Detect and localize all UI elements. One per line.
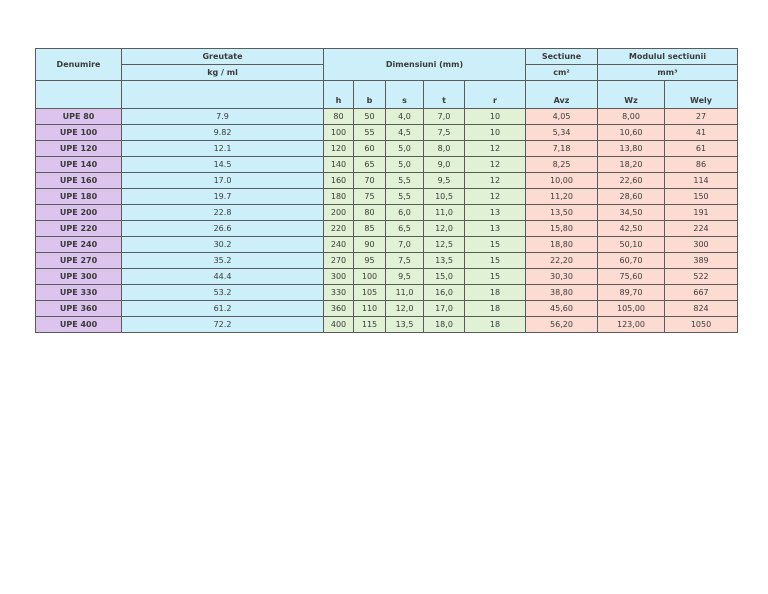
cell-weight: 35.2 <box>122 253 324 269</box>
cell-wely: 61 <box>665 141 738 157</box>
cell-s: 5,5 <box>386 189 424 205</box>
cell-wz: 22,60 <box>598 173 665 189</box>
cell-h: 80 <box>324 109 354 125</box>
cell-weight: 9.82 <box>122 125 324 141</box>
col-header-modulul-unit: mm³ <box>598 65 738 81</box>
cell-h: 160 <box>324 173 354 189</box>
cell-t: 15,0 <box>424 269 465 285</box>
cell-avz: 30,30 <box>526 269 598 285</box>
cell-t: 7,5 <box>424 125 465 141</box>
cell-name: UPE 300 <box>36 269 122 285</box>
cell-weight: 14.5 <box>122 157 324 173</box>
col-header-greutate: Greutate <box>122 49 324 65</box>
cell-r: 12 <box>465 141 526 157</box>
cell-r: 15 <box>465 269 526 285</box>
cell-wz: 75,60 <box>598 269 665 285</box>
cell-name: UPE 330 <box>36 285 122 301</box>
cell-weight: 53.2 <box>122 285 324 301</box>
col-header-avz: Avz <box>526 81 598 109</box>
cell-t: 10,5 <box>424 189 465 205</box>
upe-profile-table-container <box>35 48 738 333</box>
cell-b: 115 <box>354 317 386 333</box>
cell-avz: 5,34 <box>526 125 598 141</box>
table-row <box>36 157 738 173</box>
cell-r: 12 <box>465 173 526 189</box>
cell-r: 18 <box>465 317 526 333</box>
cell-name: UPE 400 <box>36 317 122 333</box>
cell-name: UPE 160 <box>36 173 122 189</box>
cell-name: UPE 200 <box>36 205 122 221</box>
cell-b: 105 <box>354 285 386 301</box>
cell-r: 15 <box>465 237 526 253</box>
cell-wely: 191 <box>665 205 738 221</box>
cell-weight: 17.0 <box>122 173 324 189</box>
cell-s: 4,5 <box>386 125 424 141</box>
cell-h: 180 <box>324 189 354 205</box>
table-row <box>36 317 738 333</box>
cell-name: UPE 140 <box>36 157 122 173</box>
cell-b: 50 <box>354 109 386 125</box>
cell-avz: 56,20 <box>526 317 598 333</box>
cell-t: 12,0 <box>424 221 465 237</box>
cell-h: 140 <box>324 157 354 173</box>
cell-wely: 150 <box>665 189 738 205</box>
cell-t: 13,5 <box>424 253 465 269</box>
col-header-r: r <box>465 81 526 109</box>
cell-r: 15 <box>465 253 526 269</box>
cell-h: 220 <box>324 221 354 237</box>
table-row <box>36 109 738 125</box>
cell-wz: 50,10 <box>598 237 665 253</box>
table-row <box>36 205 738 221</box>
table-row <box>36 221 738 237</box>
cell-wely: 300 <box>665 237 738 253</box>
cell-avz: 38,80 <box>526 285 598 301</box>
cell-wz: 105,00 <box>598 301 665 317</box>
cell-r: 12 <box>465 189 526 205</box>
col-header-greutate-blank <box>122 81 324 109</box>
cell-r: 10 <box>465 109 526 125</box>
cell-avz: 4,05 <box>526 109 598 125</box>
col-header-greutate-unit: kg / ml <box>122 65 324 81</box>
cell-t: 7,0 <box>424 109 465 125</box>
cell-wz: 89,70 <box>598 285 665 301</box>
cell-name: UPE 270 <box>36 253 122 269</box>
cell-wely: 27 <box>665 109 738 125</box>
cell-weight: 61.2 <box>122 301 324 317</box>
cell-weight: 22.8 <box>122 205 324 221</box>
header-row-3 <box>36 81 738 109</box>
cell-wz: 42,50 <box>598 221 665 237</box>
col-header-modulul: Modulul sectiunii <box>598 49 738 65</box>
cell-h: 100 <box>324 125 354 141</box>
cell-wz: 34,50 <box>598 205 665 221</box>
cell-r: 13 <box>465 221 526 237</box>
cell-name: UPE 80 <box>36 109 122 125</box>
cell-s: 5,0 <box>386 157 424 173</box>
cell-r: 10 <box>465 125 526 141</box>
cell-s: 12,0 <box>386 301 424 317</box>
cell-s: 7,0 <box>386 237 424 253</box>
cell-s: 5,5 <box>386 173 424 189</box>
cell-avz: 13,50 <box>526 205 598 221</box>
cell-weight: 44.4 <box>122 269 324 285</box>
table-row <box>36 253 738 269</box>
cell-avz: 15,80 <box>526 221 598 237</box>
cell-s: 4,0 <box>386 109 424 125</box>
cell-b: 95 <box>354 253 386 269</box>
cell-name: UPE 120 <box>36 141 122 157</box>
upe-profile-table <box>35 48 738 333</box>
table-row <box>36 189 738 205</box>
cell-wely: 41 <box>665 125 738 141</box>
col-header-dimensiuni: Dimensiuni (mm) <box>324 49 526 81</box>
cell-wz: 13,80 <box>598 141 665 157</box>
table-body <box>36 109 738 333</box>
cell-h: 300 <box>324 269 354 285</box>
cell-name: UPE 100 <box>36 125 122 141</box>
cell-t: 9,5 <box>424 173 465 189</box>
cell-b: 70 <box>354 173 386 189</box>
cell-weight: 26.6 <box>122 221 324 237</box>
cell-wely: 114 <box>665 173 738 189</box>
cell-avz: 10,00 <box>526 173 598 189</box>
cell-name: UPE 180 <box>36 189 122 205</box>
col-header-t: t <box>424 81 465 109</box>
cell-b: 65 <box>354 157 386 173</box>
cell-s: 9,5 <box>386 269 424 285</box>
cell-name: UPE 220 <box>36 221 122 237</box>
cell-wely: 824 <box>665 301 738 317</box>
cell-s: 6,5 <box>386 221 424 237</box>
cell-s: 7,5 <box>386 253 424 269</box>
cell-name: UPE 360 <box>36 301 122 317</box>
cell-wz: 10,60 <box>598 125 665 141</box>
cell-b: 85 <box>354 221 386 237</box>
cell-avz: 7,18 <box>526 141 598 157</box>
cell-s: 6,0 <box>386 205 424 221</box>
cell-wely: 86 <box>665 157 738 173</box>
cell-wely: 1050 <box>665 317 738 333</box>
cell-h: 200 <box>324 205 354 221</box>
col-header-denumire-blank <box>36 81 122 109</box>
cell-t: 18,0 <box>424 317 465 333</box>
cell-b: 60 <box>354 141 386 157</box>
col-header-wely: Wely <box>665 81 738 109</box>
table-row <box>36 173 738 189</box>
table-row <box>36 125 738 141</box>
cell-b: 75 <box>354 189 386 205</box>
cell-wely: 667 <box>665 285 738 301</box>
cell-b: 110 <box>354 301 386 317</box>
cell-wz: 18,20 <box>598 157 665 173</box>
cell-h: 400 <box>324 317 354 333</box>
cell-b: 80 <box>354 205 386 221</box>
cell-s: 13,5 <box>386 317 424 333</box>
col-header-sectiune: Sectiune <box>526 49 598 65</box>
cell-weight: 7.9 <box>122 109 324 125</box>
cell-h: 330 <box>324 285 354 301</box>
cell-avz: 45,60 <box>526 301 598 317</box>
cell-h: 360 <box>324 301 354 317</box>
cell-r: 18 <box>465 285 526 301</box>
cell-b: 90 <box>354 237 386 253</box>
table-row <box>36 237 738 253</box>
table-row <box>36 141 738 157</box>
cell-b: 100 <box>354 269 386 285</box>
table-row <box>36 301 738 317</box>
cell-t: 8,0 <box>424 141 465 157</box>
col-header-b: b <box>354 81 386 109</box>
cell-avz: 18,80 <box>526 237 598 253</box>
col-header-s: s <box>386 81 424 109</box>
col-header-denumire: Denumire <box>36 49 122 81</box>
col-header-sectiune-unit: cm² <box>526 65 598 81</box>
cell-s: 5,0 <box>386 141 424 157</box>
col-header-h: h <box>324 81 354 109</box>
col-header-wz: Wz <box>598 81 665 109</box>
cell-avz: 22,20 <box>526 253 598 269</box>
cell-wz: 8,00 <box>598 109 665 125</box>
cell-h: 240 <box>324 237 354 253</box>
cell-h: 120 <box>324 141 354 157</box>
cell-wely: 522 <box>665 269 738 285</box>
cell-r: 12 <box>465 157 526 173</box>
cell-t: 9,0 <box>424 157 465 173</box>
cell-weight: 72.2 <box>122 317 324 333</box>
cell-t: 11,0 <box>424 205 465 221</box>
cell-wely: 224 <box>665 221 738 237</box>
cell-avz: 8,25 <box>526 157 598 173</box>
table-header <box>36 49 738 109</box>
cell-s: 11,0 <box>386 285 424 301</box>
table-row <box>36 285 738 301</box>
cell-t: 16,0 <box>424 285 465 301</box>
cell-wely: 389 <box>665 253 738 269</box>
cell-wz: 123,00 <box>598 317 665 333</box>
cell-wz: 60,70 <box>598 253 665 269</box>
cell-weight: 12.1 <box>122 141 324 157</box>
cell-name: UPE 240 <box>36 237 122 253</box>
cell-t: 17,0 <box>424 301 465 317</box>
cell-h: 270 <box>324 253 354 269</box>
cell-wz: 28,60 <box>598 189 665 205</box>
cell-avz: 11,20 <box>526 189 598 205</box>
cell-b: 55 <box>354 125 386 141</box>
cell-r: 13 <box>465 205 526 221</box>
cell-weight: 19.7 <box>122 189 324 205</box>
cell-t: 12,5 <box>424 237 465 253</box>
header-row-1 <box>36 49 738 65</box>
cell-r: 18 <box>465 301 526 317</box>
table-row <box>36 269 738 285</box>
cell-weight: 30.2 <box>122 237 324 253</box>
